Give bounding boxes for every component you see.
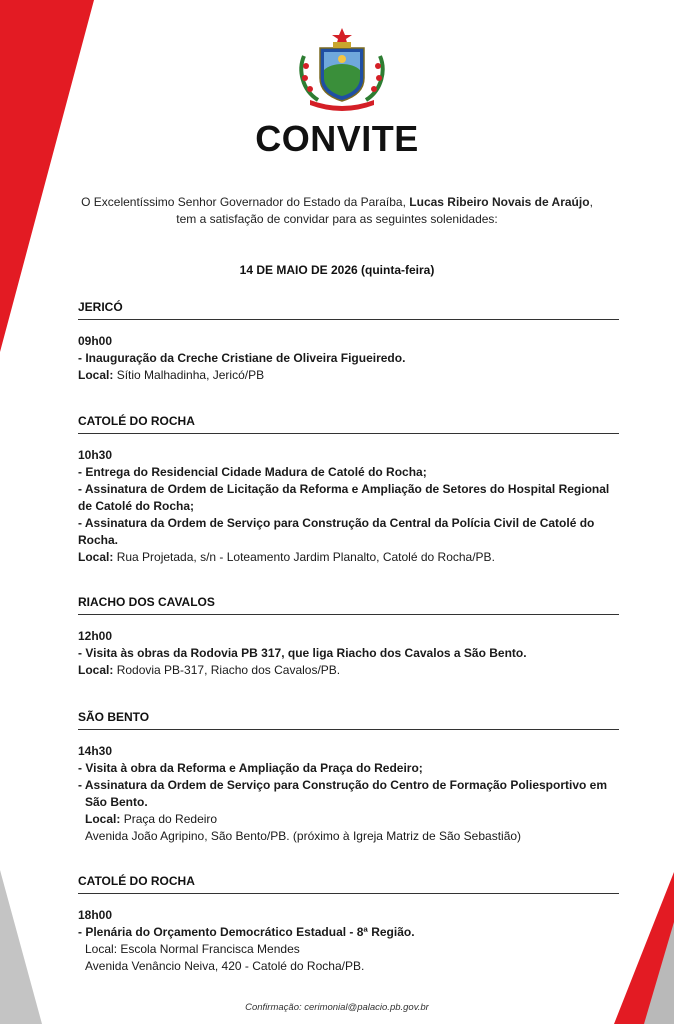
location-value: Rua Projetada, s/n - Loteamento Jardim Planalto, Catolé do Rocha/PB. bbox=[116, 550, 495, 564]
event-location-address: Avenida João Agripino, São Bento/PB. (próximo à Igreja Matriz de São Sebastião) bbox=[85, 829, 522, 843]
section-sao-bento bbox=[78, 710, 619, 845]
intro-text: O Excelentíssimo Senhor Governador do Estado da Paraíba, bbox=[81, 195, 410, 209]
section-riacho bbox=[78, 595, 619, 679]
governor-name: Lucas Ribeiro Novais de Araújo bbox=[409, 195, 590, 209]
location-value: Praça do Redeiro bbox=[123, 812, 218, 826]
event-item: - Entrega do Residencial Cidade Madura de Catolé do Rocha; bbox=[78, 465, 427, 479]
event-location bbox=[78, 549, 619, 566]
location-value: Rodovia PB-317, Riacho dos Cavalos/PB. bbox=[116, 663, 341, 677]
event-date: 14 DE MAIO DE 2026 (quinta-feira) bbox=[239, 263, 435, 277]
location-label: Local: bbox=[78, 663, 114, 677]
event-time: 10h30 bbox=[78, 448, 113, 462]
event-time: 18h00 bbox=[78, 908, 113, 922]
event-time: 14h30 bbox=[78, 744, 113, 758]
city-heading: JERICÓ bbox=[78, 300, 619, 320]
city-heading: SÃO BENTO bbox=[78, 710, 619, 730]
confirmation-footer[interactable]: Confirmação: cerimonial@palacio.pb.gov.br bbox=[245, 1002, 429, 1013]
location-label: Local: bbox=[85, 812, 121, 826]
event-location bbox=[78, 662, 619, 679]
event-location bbox=[78, 811, 619, 828]
event-time: 09h00 bbox=[78, 334, 113, 348]
city-heading: CATOLÉ DO ROCHA bbox=[78, 414, 619, 434]
intro-punct: , bbox=[589, 195, 593, 209]
event-location: Local: Escola Normal Francisca Mendes bbox=[85, 942, 300, 956]
event-item: - Assinatura da Ordem de Serviço para Construção da Central da Polícia Civil de Catolé do Rocha. bbox=[78, 516, 595, 547]
intro-line-2: tem a satisfação de convidar para as seguintes solenidades: bbox=[176, 212, 498, 226]
event-item: - Visita à obra da Reforma e Ampliação da Praça do Redeiro; bbox=[78, 761, 423, 775]
event-item: - Assinatura da Ordem de Serviço para Construção do Centro de Formação Poliesportivo em bbox=[78, 778, 608, 792]
page-title: CONVITE bbox=[255, 118, 419, 159]
section-catole-1 bbox=[78, 414, 619, 566]
event-item: São Bento. bbox=[85, 795, 148, 809]
city-heading: RIACHO DOS CAVALOS bbox=[78, 595, 619, 615]
event-item: - Visita às obras da Rodovia PB 317, que liga Riacho dos Cavalos a São Bento. bbox=[78, 646, 527, 660]
event-item: - Assinatura de Ordem de Licitação da Reforma e Ampliação de Setores do Hospital Regional de Catolé do Rocha; bbox=[78, 482, 610, 513]
event-item: - Inauguração da Creche Cristiane de Oliveira Figueiredo. bbox=[78, 351, 406, 365]
city-heading: CATOLÉ DO ROCHA bbox=[78, 874, 619, 894]
event-location bbox=[78, 367, 619, 384]
location-label: Local: bbox=[78, 368, 114, 382]
location-value: Sítio Malhadinha, Jericó/PB bbox=[116, 368, 265, 382]
event-time: 12h00 bbox=[78, 629, 113, 643]
location-label: Local: bbox=[78, 550, 114, 564]
section-jerico bbox=[78, 300, 619, 384]
intro-paragraph bbox=[40, 194, 634, 228]
coat-of-arms-logo bbox=[296, 26, 388, 112]
section-catole-2 bbox=[78, 874, 619, 975]
event-location-address: Avenida Venâncio Neiva, 420 - Catolé do Rocha/PB. bbox=[85, 959, 365, 973]
event-item: - Plenária do Orçamento Democrático Estadual - 8ª Região. bbox=[78, 925, 415, 939]
